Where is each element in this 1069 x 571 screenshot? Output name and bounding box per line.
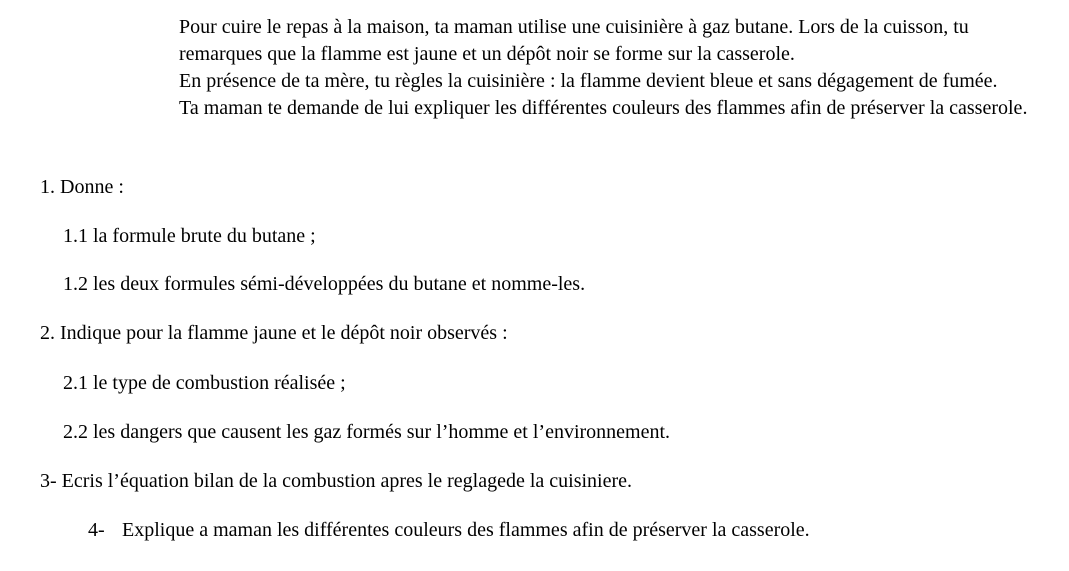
intro-text <box>179 14 1039 122</box>
question-2: 2. Indique pour la flamme jaune et le dépôt noir observés : <box>40 322 508 344</box>
intro-paragraph-2: En présence de ta mère, tu règles la cuisinière : la flamme devient bleue et sans dégagement de fumée. <box>179 70 998 92</box>
question-1-2: 1.2 les deux formules sémi-développées du butane et nomme-les. <box>63 273 586 295</box>
question-1: 1. Donne : <box>40 176 124 198</box>
intro-paragraph-3: Ta maman te demande de lui expliquer les différentes couleurs des flammes afin de préserver la casserole. <box>179 97 1028 119</box>
question-2-1: 2.1 le type de combustion réalisée ; <box>63 372 346 394</box>
question-4-number: 4- <box>88 519 105 541</box>
intro-paragraph-1: Pour cuire le repas à la maison, ta maman utilise une cuisinière à gaz butane. Lors de la cuisson, tu remarques que la flamme est jaune et un dépôt noir se forme sur la casserole. <box>179 16 969 65</box>
question-4 <box>88 517 810 544</box>
question-1-1: 1.1 la formule brute du butane ; <box>63 225 316 247</box>
question-2-2: 2.2 les dangers que causent les gaz formés sur l’homme et l’environnement. <box>63 421 671 443</box>
question-3: 3- Ecris l’équation bilan de la combustion apres le reglagede la cuisiniere. <box>40 470 633 492</box>
question-4-text: Explique a maman les différentes couleurs des flammes afin de préserver la casserole. <box>122 519 810 541</box>
